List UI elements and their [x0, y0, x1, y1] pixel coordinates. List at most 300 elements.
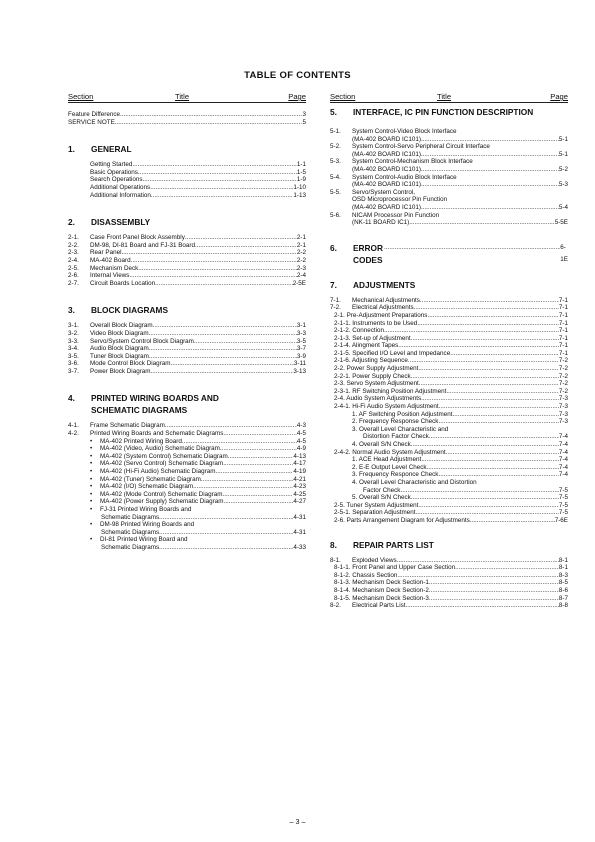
entry-page: 2-5E — [292, 279, 306, 287]
entry-page: 8-7 — [558, 594, 568, 602]
toc-entry — [68, 483, 306, 491]
entry-page: 4-5 — [296, 437, 306, 445]
entry-title: NICAM Processor Pin Function — [352, 211, 440, 219]
entry-title: 8-1-4. Mechanism Deck Section-2 — [334, 586, 429, 594]
entry-title: Factor Check — [363, 486, 401, 494]
dot-leader — [138, 169, 297, 177]
dot-leader — [397, 572, 559, 580]
entry-number: 2-4. — [68, 256, 79, 264]
header-section: Section — [330, 92, 356, 101]
dot-leader — [397, 557, 559, 565]
dot-leader — [165, 422, 297, 430]
dot-leader — [201, 476, 293, 484]
toc-entry — [68, 460, 306, 468]
entry-title: (MA-402 BOARD IC101) — [352, 181, 421, 189]
entry-title: Search Operations — [90, 176, 143, 184]
entry-title: 2-6. Parts Arrangement Diagram for Adjustments — [334, 516, 470, 524]
section-number: 4. — [68, 393, 75, 404]
entry-page: 4-5 — [296, 430, 306, 438]
entry-title: MA-402 (Mode Control) Schematic Diagram — [100, 490, 223, 498]
entry-page: 4-31 — [293, 513, 306, 521]
entry-page: 1-5 — [296, 168, 306, 176]
toc-entry — [68, 257, 306, 265]
entry-title: DM-98, DI-81 Board and FJ-31 Board — [90, 241, 195, 249]
dot-leader — [384, 327, 559, 335]
entry-number: 4-1. — [68, 422, 79, 430]
entry-title: Schematic Diagrams — [101, 543, 160, 551]
entry-page: 2-2 — [296, 249, 306, 257]
entry-page: 7-3 — [558, 403, 568, 411]
entry-title: FJ-31 Printed Wiring Boards and — [100, 506, 192, 513]
entry-title: 2-1. Pre-Adjustment Preparations — [334, 311, 428, 319]
toc-entry — [330, 595, 568, 603]
dot-leader — [421, 151, 559, 159]
page-title: TABLE OF CONTENTS — [244, 70, 351, 81]
dot-leader — [470, 517, 555, 525]
entry-title: MA-402 (System Control) Schematic Diagram — [100, 452, 228, 460]
dot-leader — [455, 564, 559, 572]
toc-entry — [330, 388, 568, 396]
section-number: 3. — [68, 305, 75, 316]
entry-title: 2-4-1. Hi-Fi Audio System Adjustment — [334, 403, 439, 411]
dot-leader — [224, 498, 294, 506]
entry-page: 8-5 — [558, 579, 568, 587]
toc-entry — [330, 395, 568, 403]
header-page: Page — [550, 92, 568, 101]
toc-entry — [330, 380, 568, 388]
entry-page: 2-1 — [296, 241, 306, 249]
entry-number: 3-4. — [68, 345, 79, 353]
entry-number: 3-5. — [68, 352, 79, 360]
entry-number: • — [90, 460, 93, 468]
toc-entry — [68, 242, 306, 250]
section-heading — [68, 143, 306, 155]
entry-title: MA-402 Printed Wiring Board — [100, 437, 182, 445]
entry-title: Overall Block Diagram — [90, 322, 153, 330]
entry-page: 1-13 — [293, 191, 306, 199]
entry-title: 2-1-4. Alingment Tapes — [334, 342, 399, 350]
entry-page: 7-2 — [558, 387, 568, 395]
toc-entry — [330, 128, 568, 136]
dot-leader — [215, 468, 293, 476]
toc-entry — [68, 529, 306, 537]
section-title: REPAIR PARTS LIST — [353, 539, 434, 550]
entry-title: Rear Panel — [90, 249, 122, 257]
section-heading-line — [330, 539, 568, 551]
dot-leader — [120, 111, 302, 119]
entry-page: 7-3 — [558, 410, 568, 418]
toc-entry — [68, 330, 306, 338]
entry-page: 1-9 — [296, 176, 306, 184]
toc-entry — [68, 353, 306, 361]
entry-page: 7-1 — [558, 349, 568, 357]
entry-title: MA-402 (Tuner) Schematic Diagram — [100, 475, 201, 483]
section-heading-line — [330, 242, 568, 266]
entry-title: 1. AF Switching Position Adjustment — [352, 410, 453, 418]
toc-entry — [330, 320, 568, 328]
dot-leader — [429, 579, 559, 587]
dot-leader — [131, 257, 297, 265]
entry-number: 4-2. — [68, 430, 79, 438]
entry-page: 7-1 — [558, 296, 568, 304]
toc-entry — [330, 350, 568, 358]
dot-leader — [149, 330, 297, 338]
entry-page: 3-11 — [293, 360, 306, 368]
entry-number: 3-3. — [68, 337, 79, 345]
dot-leader — [446, 449, 559, 457]
entry-page: 7-2 — [558, 357, 568, 365]
entry-page: 4-21 — [293, 475, 306, 483]
dot-leader — [439, 403, 559, 411]
entry-page: 8-1 — [558, 564, 568, 572]
header-title: Title — [437, 92, 452, 101]
entry-title: Additional Information — [90, 191, 151, 199]
entry-title: Mechanical Adjustments — [352, 296, 420, 304]
entry-number: 5-3. — [330, 158, 341, 166]
dot-leader — [159, 544, 293, 552]
entry-page: 5-3 — [558, 181, 568, 189]
toc-entry — [68, 338, 306, 346]
dot-leader — [228, 453, 294, 461]
section-heading-line — [68, 143, 306, 155]
entry-page: 7-5 — [558, 501, 568, 509]
entry-title: Servo/System Control, — [352, 188, 415, 196]
dot-leader — [420, 297, 559, 305]
entry-title: System Control-Video Block Interface — [352, 128, 457, 135]
toc-entry — [68, 192, 306, 200]
entry-page: 3-3 — [296, 329, 306, 337]
toc-entry — [330, 502, 568, 510]
entry-number: • — [90, 490, 93, 498]
entry-page: 5-1 — [558, 135, 568, 143]
dot-leader — [421, 166, 559, 174]
toc-entry — [330, 196, 568, 204]
dot-leader — [411, 441, 559, 449]
entry-page: 5-4 — [558, 203, 568, 211]
entry-title: MA-402 Board — [90, 256, 131, 264]
toc-entry — [330, 342, 568, 350]
entry-title: Exploded Views — [352, 556, 397, 564]
column-header — [330, 92, 568, 103]
entry-number: 2-7. — [68, 279, 79, 287]
entry-title: 2-2. Power Supply Adjustment — [334, 365, 419, 373]
entry-number: 3-1. — [68, 322, 79, 330]
toc-entry — [330, 471, 568, 479]
section-heading-line — [68, 304, 306, 316]
toc-entry — [68, 322, 306, 330]
dot-leader — [421, 456, 559, 464]
entry-title: 4. Overall S/N Check — [352, 441, 411, 448]
entry-title: MA-402 (Servo Control) Schematic Diagram — [100, 460, 224, 468]
section-heading-line — [68, 404, 306, 416]
toc-entry — [330, 456, 568, 464]
section-number: 8. — [330, 539, 337, 550]
entry-page: 2-1 — [296, 234, 306, 242]
section-heading — [330, 279, 568, 291]
dot-leader — [452, 411, 558, 419]
toc-entry — [330, 579, 568, 587]
entry-title: Printed Wiring Boards and Schematic Diagrams — [90, 430, 224, 438]
header-title: Title — [175, 92, 190, 101]
entry-number: • — [90, 498, 93, 506]
dot-leader — [195, 242, 297, 250]
toc-entry — [68, 430, 306, 438]
page-number: – 3 – — [289, 817, 306, 826]
toc-entry — [68, 506, 306, 514]
dot-leader — [129, 272, 296, 280]
toc-left-column — [68, 92, 306, 552]
toc-entry — [330, 174, 568, 182]
entry-number: 2-6. — [68, 272, 79, 280]
dot-leader — [406, 602, 559, 610]
entry-title: SERVICE NOTE — [68, 118, 115, 126]
toc-entry — [330, 509, 568, 517]
dot-leader — [409, 219, 554, 227]
toc-entry — [68, 468, 306, 476]
toc-entry — [330, 426, 568, 434]
entry-title: Tuner Block Diagram — [90, 352, 149, 360]
entry-page: 5-1 — [558, 150, 568, 158]
dot-leader — [400, 487, 558, 495]
entry-number: • — [90, 452, 93, 460]
toc-entry — [330, 557, 568, 565]
section-heading — [68, 392, 306, 416]
entry-page: 8-3 — [558, 571, 568, 579]
dot-leader — [421, 136, 559, 144]
dot-leader — [171, 360, 294, 368]
entry-title: 4. Overall Level Characteristic and Distortion — [352, 478, 477, 486]
entry-number: • — [90, 445, 93, 453]
entry-page: 7-5 — [558, 494, 568, 502]
section-title: BLOCK DIAGRAMS — [91, 305, 168, 316]
entry-title: Power Block Diagram — [90, 367, 151, 375]
dot-leader — [122, 249, 297, 257]
entry-title: (MA-402 BOARD IC101) — [352, 135, 421, 143]
entry-page: 7-3 — [558, 418, 568, 426]
entry-title: 8-1-2. Chassis Section — [334, 571, 398, 579]
entry-title: (MA-402 BOARD IC101) — [352, 150, 421, 158]
section-number: 6. — [330, 242, 337, 253]
section-heading-line — [68, 216, 306, 228]
toc-entry — [330, 418, 568, 426]
toc-entry — [330, 433, 568, 441]
entry-page: 4-19 — [293, 468, 306, 476]
dot-leader — [151, 368, 294, 376]
entry-title: Feature Difference — [68, 111, 121, 118]
section-title: ADJUSTMENTS — [353, 279, 416, 290]
toc-entry — [68, 265, 306, 273]
section-page: 6-1E — [560, 243, 568, 263]
section-title: SCHEMATIC DIAGRAMS — [91, 405, 188, 416]
toc-entry — [68, 521, 306, 529]
entry-title: Audio Block Diagram — [90, 345, 149, 353]
entry-page: 7-4 — [558, 456, 568, 464]
dot-leader — [438, 418, 558, 426]
entry-page: 4-27 — [293, 498, 306, 506]
entry-title: MA-402 (I/O) Schematic Diagram — [100, 483, 194, 491]
entry-title: 2-3. Servo System Adjustment — [334, 380, 419, 388]
dot-leader — [150, 184, 293, 192]
dot-leader — [159, 529, 293, 537]
toc-entry — [330, 494, 568, 502]
entry-number: • — [90, 468, 93, 476]
toc-entry — [68, 176, 306, 184]
entry-number: • — [90, 506, 93, 513]
toc-entry — [68, 345, 306, 353]
dot-leader — [223, 430, 297, 438]
dot-leader — [421, 204, 559, 212]
entry-number: 8-2. — [330, 602, 341, 610]
toc-entry — [68, 272, 306, 280]
toc-entry — [68, 544, 306, 552]
toc-entry — [330, 449, 568, 457]
entry-title: 2-1-3. Set-up of Adjustment — [334, 334, 411, 342]
toc-entry — [330, 304, 568, 312]
entry-page: 7-2 — [558, 372, 568, 380]
dot-leader — [155, 280, 293, 288]
dot-leader — [427, 312, 558, 320]
toc-entry — [330, 464, 568, 472]
entry-page: 7-1 — [558, 319, 568, 327]
entry-title: Getting Started — [90, 161, 133, 169]
section-title: PRINTED WIRING BOARDS AND — [91, 393, 219, 404]
toc-entry — [68, 111, 306, 119]
entry-page: 7-3 — [558, 395, 568, 403]
section-heading-line — [330, 279, 568, 291]
section-title: ERROR CODES — [353, 242, 383, 265]
section-number: 5. — [330, 107, 337, 117]
section-number — [68, 404, 91, 416]
toc-entry — [68, 445, 306, 453]
dot-leader — [398, 342, 559, 350]
toc-entry — [330, 136, 568, 144]
toc-entry — [68, 422, 306, 430]
toc-entry — [330, 572, 568, 580]
section-heading — [68, 216, 306, 228]
entry-title: Internal Views — [90, 272, 130, 280]
header-page: Page — [288, 92, 306, 101]
entry-title: Frame Schematic Diagram — [90, 422, 165, 430]
entry-number: 5-2. — [330, 143, 341, 151]
entry-page: 3-9 — [296, 352, 306, 360]
toc-list — [330, 106, 568, 610]
toc-entry — [330, 564, 568, 572]
toc-entry — [68, 360, 306, 368]
entry-page: 4-13 — [293, 452, 306, 460]
toc-entry — [330, 212, 568, 220]
entry-page: 7-1 — [558, 311, 568, 319]
entry-page: 7-1 — [558, 342, 568, 350]
entry-title: MA-402 (Hi-Fi Audio) Schematic Diagram — [100, 468, 216, 476]
section-number: 2. — [68, 217, 75, 228]
dot-leader — [220, 445, 297, 453]
dot-leader — [185, 234, 297, 242]
dot-leader — [194, 338, 297, 346]
entry-title: 2-1-6. Adjusting Sequence — [334, 357, 408, 365]
entry-page: 7-2 — [558, 365, 568, 373]
entry-page: 7-1 — [558, 304, 568, 312]
section-heading — [68, 304, 306, 316]
dot-leader — [450, 350, 559, 358]
entry-page: 3-1 — [296, 322, 306, 330]
entry-number: 3-2. — [68, 329, 79, 337]
entry-page: 8-6 — [558, 586, 568, 594]
entry-title: System Control-Audio Block Interface — [352, 173, 457, 181]
toc-entry — [330, 403, 568, 411]
entry-number: • — [90, 475, 93, 483]
entry-number: • — [90, 521, 93, 529]
dot-leader — [419, 380, 559, 388]
entry-title: DI-81 Printed Wiring Board and — [100, 536, 188, 544]
toc-entry — [68, 169, 306, 177]
toc-entry — [68, 234, 306, 242]
entry-title: 2-3-1. RF Switching Position Adjustment — [334, 387, 447, 395]
toc-entry — [330, 158, 568, 166]
header-section: Section — [68, 92, 94, 101]
dot-leader — [149, 353, 297, 361]
dot-leader — [411, 373, 559, 381]
entry-page: 7-1 — [558, 334, 568, 342]
entry-title: Servo/System Control Block Diagram — [90, 337, 194, 345]
entry-page: 1-10 — [293, 183, 306, 191]
dot-leader — [149, 345, 297, 353]
dot-leader — [421, 395, 559, 403]
entry-title: 5. Overall S/N Check — [352, 494, 411, 502]
dot-leader — [138, 265, 297, 273]
entry-title: Schematic Diagrams — [101, 513, 160, 521]
dot-leader — [438, 471, 558, 479]
entry-page: 2-3 — [296, 264, 306, 272]
entry-title: Additional Operations — [90, 183, 151, 191]
dot-leader — [411, 335, 559, 343]
dot-leader — [429, 587, 559, 595]
entry-title: Video Block Diagram — [90, 329, 149, 337]
toc-entry — [330, 411, 568, 419]
entry-number: 2-5. — [68, 264, 79, 272]
entry-page: 1-1 — [296, 161, 306, 169]
entry-title: 8-1-3. Mechanism Deck Section-1 — [334, 579, 429, 587]
toc-entry — [330, 335, 568, 343]
dot-leader — [418, 502, 559, 510]
entry-page: 3-13 — [293, 367, 306, 375]
entry-page: 7-4 — [558, 433, 568, 441]
toc-entry — [330, 151, 568, 159]
entry-title: 1. ACE Head Adjustment — [352, 456, 422, 464]
entry-title: Case Front Panel Block Assembly — [90, 234, 185, 242]
entry-page: 5-5E — [554, 219, 568, 227]
toc-right-column — [330, 92, 568, 610]
dot-leader — [115, 119, 303, 127]
column-header — [68, 92, 306, 103]
toc-entry — [330, 587, 568, 595]
dot-leader — [417, 320, 559, 328]
toc-entry — [330, 357, 568, 365]
entry-title: Circuit Boards Location — [90, 279, 156, 287]
entry-title: 2-1-5. Specified I/O Level and Impedance — [334, 349, 451, 357]
toc-entry — [68, 491, 306, 499]
toc-entry — [330, 517, 568, 525]
dot-leader — [421, 181, 559, 189]
toc-entry — [330, 365, 568, 373]
entry-title: 3. Overall Level Characteristic and — [352, 425, 449, 433]
toc-entry — [330, 166, 568, 174]
entry-page: 4-31 — [293, 528, 306, 536]
entry-title: 2-4. Audio System Adjustments — [334, 395, 422, 403]
entry-page: 8-1 — [558, 556, 568, 564]
entry-page: 4-25 — [293, 490, 306, 498]
dot-leader — [429, 595, 559, 603]
entry-number: 8-1. — [330, 556, 341, 564]
